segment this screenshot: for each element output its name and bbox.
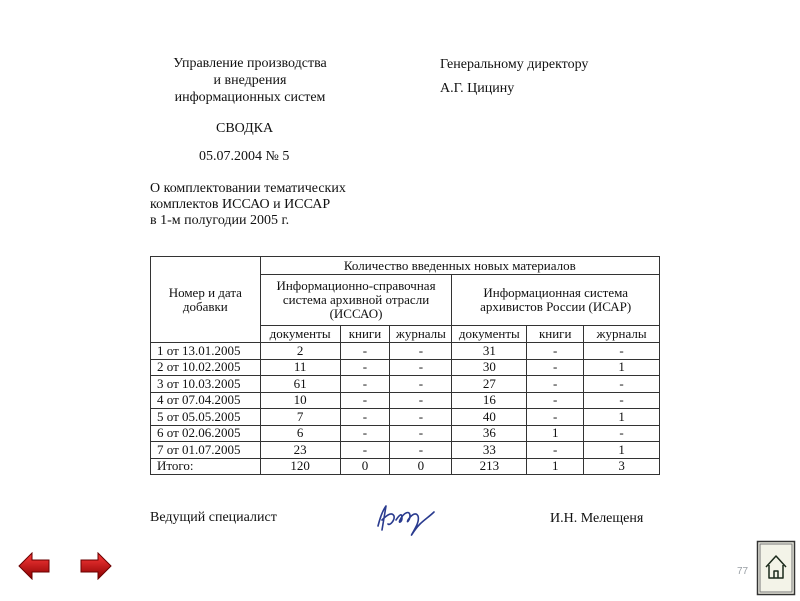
home-icon bbox=[756, 540, 796, 596]
column-header: книги bbox=[340, 326, 390, 343]
value-cell: - bbox=[527, 392, 584, 409]
value-cell: - bbox=[390, 442, 452, 459]
value-cell: - bbox=[584, 392, 660, 409]
value-cell: - bbox=[584, 425, 660, 442]
value-cell: 30 bbox=[452, 359, 527, 376]
column-header: документы bbox=[452, 326, 527, 343]
signer-position: Ведущий специалист bbox=[150, 510, 277, 525]
value-cell: - bbox=[340, 442, 390, 459]
next-slide-button[interactable] bbox=[80, 552, 112, 580]
value-cell: 27 bbox=[452, 376, 527, 393]
value-cell: - bbox=[390, 359, 452, 376]
system-header-isar: Информационная система архивистов России (ИСАР) bbox=[452, 275, 660, 326]
value-cell: 1 bbox=[584, 359, 660, 376]
row-label-cell: 5 от 05.05.2005 bbox=[151, 409, 261, 426]
value-cell: 120 bbox=[260, 458, 340, 475]
table-row bbox=[151, 376, 660, 393]
organization-line: информационных систем bbox=[174, 90, 326, 105]
table-header-row bbox=[151, 257, 660, 275]
addressee-name: А.Г. Цицину bbox=[440, 81, 515, 96]
value-cell: - bbox=[584, 343, 660, 360]
value-cell: 7 bbox=[260, 409, 340, 426]
value-cell: - bbox=[390, 392, 452, 409]
value-cell: - bbox=[390, 343, 452, 360]
row-label-cell: 7 от 01.07.2005 bbox=[151, 442, 261, 459]
organization-name bbox=[150, 55, 350, 106]
table-total-row bbox=[151, 458, 660, 475]
value-cell: - bbox=[340, 392, 390, 409]
value-cell: 16 bbox=[452, 392, 527, 409]
column-header: журналы bbox=[584, 326, 660, 343]
value-cell: 36 bbox=[452, 425, 527, 442]
table-row bbox=[151, 442, 660, 459]
row-header-cell: Номер и дата добавки bbox=[151, 257, 261, 343]
value-cell: - bbox=[527, 343, 584, 360]
value-cell: 0 bbox=[340, 458, 390, 475]
column-header: книги bbox=[527, 326, 584, 343]
addressee bbox=[440, 53, 588, 101]
value-cell: - bbox=[390, 376, 452, 393]
table-row bbox=[151, 343, 660, 360]
value-cell: 2 bbox=[260, 343, 340, 360]
value-cell: 1 bbox=[584, 442, 660, 459]
row-label-cell: 1 от 13.01.2005 bbox=[151, 343, 261, 360]
document-subject bbox=[150, 181, 346, 229]
table-row bbox=[151, 425, 660, 442]
arrow-left-icon bbox=[18, 552, 50, 580]
value-cell: - bbox=[340, 359, 390, 376]
table-row bbox=[151, 392, 660, 409]
value-cell: - bbox=[340, 425, 390, 442]
value-cell: - bbox=[390, 409, 452, 426]
subject-line: О комплектовании тематических bbox=[150, 181, 346, 196]
value-cell: 31 bbox=[452, 343, 527, 360]
value-cell: 0 bbox=[390, 458, 452, 475]
organization-line: Управление производства bbox=[173, 56, 327, 71]
value-cell: - bbox=[527, 359, 584, 376]
signature-image bbox=[374, 500, 438, 543]
value-cell: - bbox=[340, 343, 390, 360]
summary-table bbox=[150, 256, 660, 475]
subject-line: в 1-м полугодии 2005 г. bbox=[150, 213, 290, 228]
arrow-right-icon bbox=[80, 552, 112, 580]
value-cell: - bbox=[527, 376, 584, 393]
value-cell: 61 bbox=[260, 376, 340, 393]
organization-line: и внедрения bbox=[213, 73, 287, 88]
value-cell: 6 bbox=[260, 425, 340, 442]
row-label-cell: 4 от 07.04.2005 bbox=[151, 392, 261, 409]
signer-name: И.Н. Мелещеня bbox=[550, 511, 644, 526]
row-label-cell: Итого: bbox=[151, 458, 261, 475]
document-type: СВОДКА bbox=[216, 121, 274, 136]
value-cell: 1 bbox=[584, 409, 660, 426]
page-number: 77 bbox=[737, 566, 749, 577]
value-cell: 23 bbox=[260, 442, 340, 459]
addressee-title: Генеральному директору bbox=[440, 57, 589, 72]
value-cell: 33 bbox=[452, 442, 527, 459]
row-label-cell: 6 от 02.06.2005 bbox=[151, 425, 261, 442]
value-cell: 213 bbox=[452, 458, 527, 475]
table-row bbox=[151, 359, 660, 376]
value-cell: 3 bbox=[584, 458, 660, 475]
column-header: журналы bbox=[390, 326, 452, 343]
value-cell: 10 bbox=[260, 392, 340, 409]
value-cell: 1 bbox=[527, 425, 584, 442]
value-cell: - bbox=[390, 425, 452, 442]
value-cell: 40 bbox=[452, 409, 527, 426]
row-label-cell: 2 от 10.02.2005 bbox=[151, 359, 261, 376]
value-cell: - bbox=[340, 409, 390, 426]
home-button[interactable] bbox=[756, 540, 796, 596]
value-cell: 1 bbox=[527, 458, 584, 475]
group-header-cell: Количество введенных новых материалов bbox=[260, 257, 659, 275]
value-cell: - bbox=[584, 376, 660, 393]
previous-slide-button[interactable] bbox=[18, 552, 50, 580]
table-row bbox=[151, 409, 660, 426]
value-cell: - bbox=[527, 442, 584, 459]
value-cell: 11 bbox=[260, 359, 340, 376]
value-cell: - bbox=[527, 409, 584, 426]
row-label-cell: 3 от 10.03.2005 bbox=[151, 376, 261, 393]
value-cell: - bbox=[340, 376, 390, 393]
system-header-issao: Информационно-справочная система архивной отрасли (ИССАО) bbox=[260, 275, 452, 326]
subject-line: комплектов ИССАО и ИССАР bbox=[150, 197, 331, 212]
column-header: документы bbox=[260, 326, 340, 343]
document-date-number: 05.07.2004 № 5 bbox=[199, 149, 290, 164]
